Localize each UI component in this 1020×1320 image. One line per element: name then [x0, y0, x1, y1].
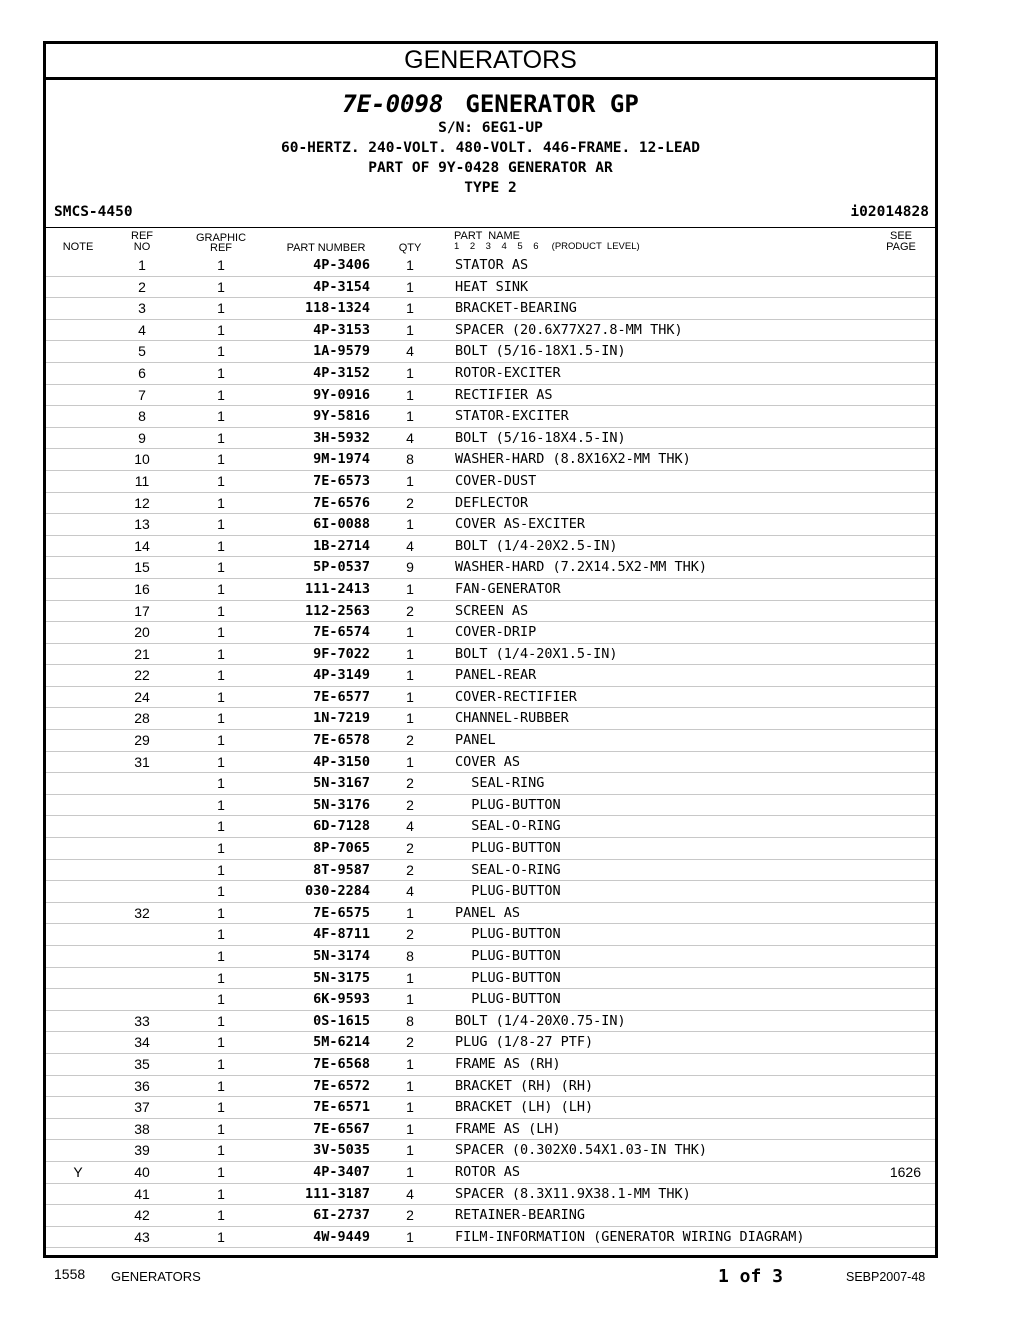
table-row	[46, 1054, 935, 1076]
table-row	[46, 363, 935, 385]
group-title	[46, 90, 935, 118]
table-row	[46, 708, 935, 730]
row-qty: 1	[406, 991, 414, 1008]
row-part-number: 9F-7022	[313, 645, 370, 662]
row-graphic-ref: 1	[217, 257, 225, 273]
row-part-name: PLUG-BUTTON	[455, 796, 561, 813]
row-qty: 2	[406, 775, 414, 792]
row-ref-no: 35	[134, 1055, 150, 1072]
row-part-name: SPACER (20.6X77X27.8-MM THK)	[455, 321, 683, 338]
group-part-number: 7E-0098	[342, 90, 444, 118]
row-graphic-ref: 1	[217, 451, 225, 468]
row-part-number: 4P-3407	[313, 1163, 370, 1180]
row-part-name: SCREEN AS	[455, 602, 529, 619]
row-ref-no: 1	[138, 257, 146, 273]
col-qty: QTY	[398, 242, 422, 254]
row-graphic-ref: 1	[217, 1163, 225, 1180]
table-row	[46, 1140, 935, 1162]
row-ref-no: 43	[134, 1228, 150, 1245]
row-qty: 1	[406, 645, 414, 662]
row-note: Y	[73, 1163, 83, 1180]
table-row	[46, 1184, 935, 1206]
row-part-number: 4P-3154	[313, 278, 370, 295]
row-graphic-ref: 1	[217, 1142, 225, 1159]
row-see-page: 1626	[889, 1163, 921, 1180]
row-part-number: 8T-9587	[313, 861, 370, 878]
table-row	[46, 1227, 935, 1249]
row-part-number: 7E-6568	[313, 1055, 370, 1072]
row-qty: 1	[406, 278, 414, 295]
row-part-name: STATOR-EXCITER	[455, 408, 569, 425]
table-row	[46, 730, 935, 752]
footer-page-number: 1558	[54, 1266, 86, 1282]
table-row	[46, 579, 935, 601]
row-qty: 8	[406, 948, 414, 964]
row-part-name: BRACKET (RH) (RH)	[455, 1077, 594, 1094]
row-graphic-ref: 1	[217, 494, 225, 511]
col-part-number: PART NUMBER	[286, 242, 366, 254]
row-qty: 1	[406, 688, 414, 705]
row-graphic-ref: 1	[217, 818, 225, 835]
row-graphic-ref: 1	[217, 386, 225, 403]
row-part-number: 5N-3167	[313, 775, 370, 792]
row-qty: 1	[406, 667, 414, 684]
row-ref-no: 13	[134, 516, 150, 533]
row-part-name: COVER AS	[455, 753, 521, 770]
row-ref-no: 17	[134, 602, 150, 619]
row-part-name: STATOR AS	[455, 257, 529, 273]
row-ref-no: 5	[138, 343, 146, 360]
row-part-name: PLUG-BUTTON	[455, 883, 561, 900]
row-part-name: WASHER-HARD (8.8X16X2-MM THK)	[455, 451, 691, 468]
row-graphic-ref: 1	[217, 710, 225, 727]
row-part-name: WASHER-HARD (7.2X14.5X2-MM THK)	[455, 559, 707, 576]
row-graphic-ref: 1	[217, 688, 225, 705]
row-part-name: PLUG-BUTTON	[455, 991, 561, 1008]
row-part-name: BOLT (1/4-20X1.5-IN)	[455, 645, 618, 662]
row-part-name: BRACKET (LH) (LH)	[455, 1099, 594, 1116]
row-part-name: PLUG-BUTTON	[455, 969, 561, 986]
row-part-name: BOLT (5/16-18X4.5-IN)	[455, 429, 626, 446]
row-ref-no: 15	[134, 559, 150, 576]
row-part-number: 5P-0537	[313, 559, 370, 576]
row-part-name: SEAL-O-RING	[455, 818, 561, 835]
row-part-name: RETAINER-BEARING	[455, 1207, 586, 1224]
col-note: NOTE	[62, 241, 94, 253]
row-ref-no: 16	[134, 580, 150, 597]
row-graphic-ref: 1	[217, 278, 225, 295]
group-name: GENERATOR GP	[465, 90, 639, 118]
type-line: TYPE 2	[464, 180, 517, 196]
table-row	[46, 968, 935, 990]
row-graphic-ref: 1	[217, 775, 225, 792]
row-part-name: SEAL-O-RING	[455, 861, 561, 878]
row-part-number: 1A-9579	[313, 343, 370, 360]
row-graphic-ref: 1	[217, 796, 225, 813]
row-part-number: 4P-3150	[313, 753, 370, 770]
table-row	[46, 795, 935, 817]
row-qty: 1	[406, 753, 414, 770]
row-part-name: PANEL-REAR	[455, 667, 537, 684]
row-part-name: CHANNEL-RUBBER	[455, 710, 569, 727]
footer-doc-id: SEBP2007-48	[846, 1270, 926, 1284]
row-graphic-ref: 1	[217, 883, 225, 900]
row-part-name: FRAME AS (LH)	[455, 1120, 561, 1137]
serial-number: S/N: 6EG1-UP	[438, 120, 543, 136]
table-row	[46, 989, 935, 1011]
row-part-number: 6D-7128	[313, 818, 370, 835]
row-part-name: PLUG-BUTTON	[455, 926, 561, 943]
row-part-number: 111-2413	[304, 580, 370, 597]
row-ref-no: 42	[134, 1207, 150, 1224]
table-row	[46, 752, 935, 774]
row-qty: 1	[406, 710, 414, 727]
row-part-name: FILM-INFORMATION (GENERATOR WIRING DIAGRAM)	[455, 1228, 805, 1245]
row-qty: 4	[406, 818, 414, 835]
row-qty: 1	[406, 1120, 414, 1137]
row-part-name: BOLT (1/4-20X0.75-IN)	[455, 1012, 626, 1029]
row-graphic-ref: 1	[217, 645, 225, 662]
row-part-number: 7E-6575	[313, 904, 370, 921]
row-graphic-ref: 1	[217, 300, 225, 317]
row-part-number: 030-2284	[304, 883, 370, 900]
row-part-name: PLUG (1/8-27 PTF)	[455, 1034, 594, 1051]
row-ref-no: 31	[134, 753, 150, 770]
table-row	[46, 687, 935, 709]
table-row	[46, 536, 935, 558]
row-qty: 1	[406, 580, 414, 597]
row-graphic-ref: 1	[217, 602, 225, 619]
row-qty: 2	[406, 732, 414, 749]
row-part-number: 4P-3406	[313, 257, 370, 273]
row-graphic-ref: 1	[217, 1012, 225, 1029]
column-header-rule	[46, 227, 935, 228]
row-qty: 4	[406, 343, 414, 360]
row-graphic-ref: 1	[217, 667, 225, 684]
table-row	[46, 471, 935, 493]
row-graphic-ref: 1	[217, 732, 225, 749]
row-graphic-ref: 1	[217, 472, 225, 489]
row-ref-no: 20	[134, 624, 150, 641]
row-qty: 1	[406, 408, 414, 425]
section-title: GENERATORS	[46, 44, 935, 80]
row-part-number: 6I-0088	[313, 516, 370, 533]
row-part-name: FAN-GENERATOR	[455, 580, 561, 597]
row-part-number: 111-3187	[304, 1185, 370, 1202]
table-row	[46, 493, 935, 515]
row-ref-no: 4	[138, 321, 146, 338]
table-row	[46, 1097, 935, 1119]
row-part-name: PLUG-BUTTON	[455, 840, 561, 857]
row-part-number: 112-2563	[304, 602, 370, 619]
row-qty: 2	[406, 926, 414, 943]
row-graphic-ref: 1	[217, 991, 225, 1008]
row-part-name: COVER-RECTIFIER	[455, 688, 577, 705]
row-ref-no: 41	[134, 1185, 150, 1202]
row-part-number: 7E-6577	[313, 688, 370, 705]
row-ref-no: 24	[134, 688, 150, 705]
row-qty: 1	[406, 969, 414, 986]
table-row	[46, 881, 935, 903]
parts-page-frame	[43, 41, 938, 1258]
row-part-number: 7E-6571	[313, 1099, 370, 1116]
row-part-number: 9Y-5816	[313, 408, 370, 425]
row-graphic-ref: 1	[217, 1207, 225, 1224]
row-ref-no: 14	[134, 537, 150, 554]
row-part-name: COVER-DRIP	[455, 624, 537, 641]
row-graphic-ref: 1	[217, 1185, 225, 1202]
row-graphic-ref: 1	[217, 624, 225, 641]
row-ref-no: 8	[138, 408, 146, 425]
row-part-number: 5M-6214	[313, 1034, 370, 1051]
table-row	[46, 557, 935, 579]
row-graphic-ref: 1	[217, 1077, 225, 1094]
row-part-number: 7E-6578	[313, 732, 370, 749]
row-ref-no: 3	[138, 300, 146, 317]
row-part-number: 4F-8711	[313, 926, 370, 943]
row-part-number: 3V-5035	[313, 1142, 370, 1159]
table-row	[46, 385, 935, 407]
row-part-name: PANEL AS	[455, 904, 521, 921]
row-ref-no: 7	[138, 386, 146, 403]
parts-table	[46, 255, 935, 1248]
row-graphic-ref: 1	[217, 343, 225, 360]
row-graphic-ref: 1	[217, 753, 225, 770]
row-qty: 4	[406, 1185, 414, 1202]
row-qty: 1	[406, 1163, 414, 1180]
table-row	[46, 320, 935, 342]
row-ref-no: 10	[134, 451, 150, 468]
table-row	[46, 903, 935, 925]
row-qty: 1	[406, 624, 414, 641]
col-see-bottom: PAGE	[886, 241, 916, 253]
row-part-number: 5N-3174	[313, 948, 370, 964]
row-qty: 1	[406, 1055, 414, 1072]
row-graphic-ref: 1	[217, 861, 225, 878]
row-part-number: 7E-6572	[313, 1077, 370, 1094]
table-row	[46, 1119, 935, 1141]
table-row	[46, 924, 935, 946]
row-ref-no: 36	[134, 1077, 150, 1094]
row-graphic-ref: 1	[217, 559, 225, 576]
row-part-number: 4P-3153	[313, 321, 370, 338]
part-of-line: PART OF 9Y-0428 GENERATOR AR	[368, 160, 613, 176]
row-ref-no: 28	[134, 710, 150, 727]
row-ref-no: 22	[134, 667, 150, 684]
row-part-number: 7E-6573	[313, 472, 370, 489]
table-row	[46, 860, 935, 882]
row-part-number: 7E-6576	[313, 494, 370, 511]
row-ref-no: 40	[134, 1163, 150, 1180]
row-ref-no: 34	[134, 1034, 150, 1051]
row-graphic-ref: 1	[217, 516, 225, 533]
row-part-name: SPACER (8.3X11.9X38.1-MM THK)	[455, 1185, 691, 1202]
footer-page-of: 1 of 3	[718, 1266, 784, 1287]
row-ref-no: 9	[138, 429, 146, 446]
row-part-name: BOLT (5/16-18X1.5-IN)	[455, 343, 626, 360]
row-part-number: 5N-3175	[313, 969, 370, 986]
table-row	[46, 644, 935, 666]
row-part-number: 4W-9449	[313, 1228, 370, 1245]
table-row	[46, 1205, 935, 1227]
row-graphic-ref: 1	[217, 1055, 225, 1072]
col-ref-bottom: NO	[133, 241, 151, 253]
row-graphic-ref: 1	[217, 537, 225, 554]
row-part-number: 1N-7219	[313, 710, 370, 727]
row-graphic-ref: 1	[217, 840, 225, 857]
row-qty: 2	[406, 1207, 414, 1224]
row-qty: 1	[406, 386, 414, 403]
row-ref-no: 11	[134, 472, 150, 489]
row-qty: 4	[406, 537, 414, 554]
row-part-number: 6I-2737	[313, 1207, 370, 1224]
row-graphic-ref: 1	[217, 429, 225, 446]
row-part-number: 6K-9593	[313, 991, 370, 1008]
footer-section: GENERATORS	[111, 1269, 201, 1284]
row-graphic-ref: 1	[217, 1228, 225, 1245]
row-qty: 1	[406, 516, 414, 533]
row-part-number: 7E-6574	[313, 624, 370, 641]
row-qty: 8	[406, 451, 414, 468]
smcs-code: SMCS-4450	[54, 204, 133, 220]
row-ref-no: 39	[134, 1142, 150, 1159]
row-graphic-ref: 1	[217, 1120, 225, 1137]
table-row	[46, 449, 935, 471]
row-qty: 1	[406, 1228, 414, 1245]
row-qty: 1	[406, 1099, 414, 1116]
row-part-number: 8P-7065	[313, 840, 370, 857]
table-row	[46, 1032, 935, 1054]
row-qty: 2	[406, 602, 414, 619]
col-graphic-top: GRAPHIC	[195, 232, 247, 244]
row-qty: 2	[406, 1034, 414, 1051]
row-qty: 1	[406, 364, 414, 381]
row-part-name: BOLT (1/4-20X2.5-IN)	[455, 537, 618, 554]
table-row	[46, 255, 935, 277]
row-ref-no: 38	[134, 1120, 150, 1137]
col-part-name: PART NAME	[454, 230, 521, 242]
row-ref-no: 2	[138, 278, 146, 295]
row-ref-no: 6	[138, 364, 146, 381]
row-ref-no: 12	[134, 494, 150, 511]
row-ref-no: 32	[134, 904, 150, 921]
table-row	[46, 816, 935, 838]
row-qty: 2	[406, 861, 414, 878]
row-part-number: 9M-1974	[313, 451, 370, 468]
row-part-name: SPACER (0.302X0.54X1.03-IN THK)	[455, 1142, 707, 1159]
row-part-name: FRAME AS (RH)	[455, 1055, 561, 1072]
table-row	[46, 601, 935, 623]
row-ref-no: 33	[134, 1012, 150, 1029]
col-see-top: SEE	[889, 230, 912, 242]
table-row	[46, 773, 935, 795]
row-graphic-ref: 1	[217, 926, 225, 943]
table-row	[46, 838, 935, 860]
row-part-name: COVER-DUST	[455, 472, 537, 489]
col-product-level: 1 2 3 4 5 6 (PRODUCT LEVEL)	[454, 241, 640, 252]
row-qty: 2	[406, 494, 414, 511]
table-row	[46, 622, 935, 644]
row-part-number: 1B-2714	[313, 537, 370, 554]
row-graphic-ref: 1	[217, 364, 225, 381]
row-qty: 1	[406, 472, 414, 489]
table-row	[46, 298, 935, 320]
row-part-number: 4P-3152	[313, 364, 370, 381]
row-qty: 1	[406, 1077, 414, 1094]
table-row	[46, 406, 935, 428]
row-qty: 1	[406, 904, 414, 921]
row-graphic-ref: 1	[217, 408, 225, 425]
row-part-name: SEAL-RING	[455, 775, 545, 792]
table-row	[46, 514, 935, 536]
row-graphic-ref: 1	[217, 1034, 225, 1051]
row-qty: 1	[406, 1142, 414, 1159]
row-graphic-ref: 1	[217, 904, 225, 921]
table-row	[46, 1162, 935, 1184]
row-part-name: ROTOR AS	[455, 1163, 521, 1180]
row-qty: 1	[406, 321, 414, 338]
row-part-number: 9Y-0916	[313, 386, 370, 403]
row-qty: 2	[406, 796, 414, 813]
row-part-name: DEFLECTOR	[455, 494, 529, 511]
row-graphic-ref: 1	[217, 969, 225, 986]
table-row	[46, 428, 935, 450]
row-part-number: 7E-6567	[313, 1120, 370, 1137]
row-qty: 2	[406, 840, 414, 857]
row-ref-no: 37	[134, 1099, 150, 1116]
table-row	[46, 1011, 935, 1033]
illustration-id: i02014828	[850, 204, 929, 220]
row-qty: 1	[406, 300, 414, 317]
row-graphic-ref: 1	[217, 580, 225, 597]
col-graphic-bottom: REF	[210, 242, 232, 254]
row-qty: 4	[406, 883, 414, 900]
row-ref-no: 29	[134, 732, 150, 749]
table-row	[46, 277, 935, 299]
table-row	[46, 1076, 935, 1098]
col-ref-top: REF	[131, 230, 153, 242]
row-graphic-ref: 1	[217, 1099, 225, 1116]
table-row	[46, 341, 935, 363]
row-part-number: 4P-3149	[313, 667, 370, 684]
table-row	[46, 665, 935, 687]
row-graphic-ref: 1	[217, 948, 225, 964]
row-part-name: PANEL	[455, 732, 496, 749]
row-part-name: HEAT SINK	[455, 278, 529, 295]
row-part-name: ROTOR-EXCITER	[455, 364, 561, 381]
row-part-number: 3H-5932	[313, 429, 370, 446]
row-qty: 4	[406, 429, 414, 446]
row-part-name: RECTIFIER AS	[455, 386, 553, 403]
row-graphic-ref: 1	[217, 321, 225, 338]
row-ref-no: 21	[134, 645, 150, 662]
row-part-number: 0S-1615	[313, 1012, 370, 1029]
table-row	[46, 946, 935, 968]
row-qty: 8	[406, 1012, 414, 1029]
row-qty: 9	[406, 559, 414, 576]
row-qty: 1	[406, 257, 414, 273]
row-part-number: 118-1324	[304, 300, 370, 317]
row-part-name: BRACKET-BEARING	[455, 300, 577, 317]
row-part-number: 5N-3176	[313, 796, 370, 813]
group-description: 60-HERTZ. 240-VOLT. 480-VOLT. 446-FRAME. 12-LEAD	[280, 140, 701, 156]
row-part-name: COVER AS-EXCITER	[455, 516, 586, 533]
row-part-name: PLUG-BUTTON	[455, 948, 561, 964]
